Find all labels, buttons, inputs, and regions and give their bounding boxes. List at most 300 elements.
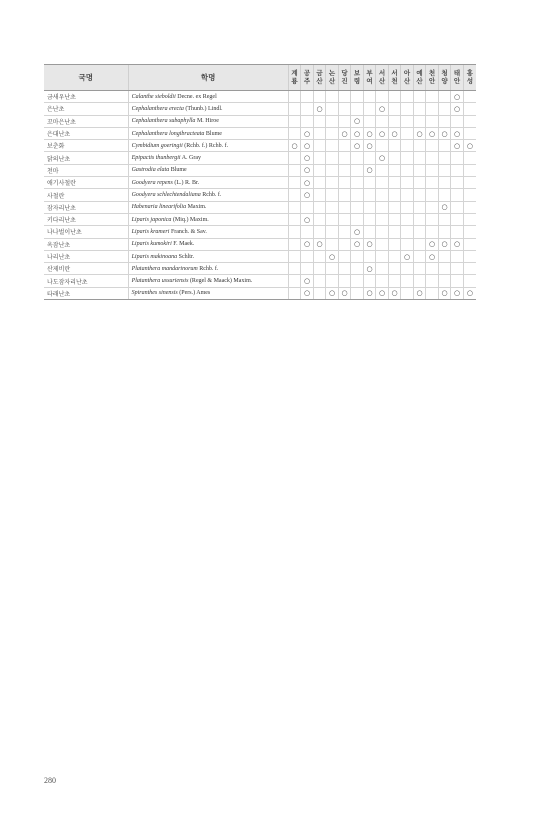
scientific-name-author: (L.) R. Br.: [174, 179, 200, 186]
empty-cell: [401, 201, 414, 213]
empty-cell: [388, 250, 401, 262]
empty-cell: [463, 189, 476, 201]
empty-cell: [388, 177, 401, 189]
empty-cell: [376, 250, 389, 262]
scientific-name-genus-species: Platanthera ussuriensis: [131, 278, 189, 285]
empty-cell: [301, 91, 314, 103]
empty-cell: [413, 164, 426, 176]
empty-cell: [426, 287, 439, 299]
empty-cell: [376, 275, 389, 287]
empty-cell: [338, 250, 351, 262]
scientific-name-author: Decne. ex Regel: [177, 93, 217, 100]
presence-mark: ○: [376, 152, 389, 164]
empty-cell: [338, 140, 351, 152]
scientific-name-cell: [128, 189, 288, 201]
scientific-name-author: (Thunb.) Lindl.: [185, 105, 223, 112]
empty-cell: [463, 275, 476, 287]
empty-cell: [288, 115, 301, 127]
empty-cell: [438, 189, 451, 201]
scientific-name-cell: [128, 103, 288, 115]
presence-mark: ○: [363, 140, 376, 152]
korean-name-cell: 키다리난초: [44, 213, 128, 225]
scientific-name-genus-species: Calanthe sieboldii: [131, 93, 176, 100]
presence-mark: ○: [438, 127, 451, 139]
empty-cell: [363, 189, 376, 201]
table-row: [44, 201, 476, 213]
empty-cell: [463, 91, 476, 103]
scientific-name-genus-species: Cephalanthera subaphylla: [131, 118, 196, 125]
table-row: [44, 213, 476, 225]
korean-name-cell: 나도잠자리난초: [44, 275, 128, 287]
korean-name-cell: 은난초: [44, 103, 128, 115]
empty-cell: [426, 91, 439, 103]
presence-mark: ○: [338, 287, 351, 299]
empty-cell: [463, 213, 476, 225]
empty-cell: [288, 189, 301, 201]
empty-cell: [313, 263, 326, 275]
empty-cell: [313, 250, 326, 262]
header-region: 홍성: [463, 65, 476, 91]
empty-cell: [338, 152, 351, 164]
empty-cell: [326, 238, 339, 250]
scientific-name-author: A. Gray: [181, 155, 202, 162]
empty-cell: [313, 115, 326, 127]
empty-cell: [363, 177, 376, 189]
scientific-name-cell: [128, 152, 288, 164]
presence-mark: ○: [363, 127, 376, 139]
scientific-name-cell: [128, 226, 288, 238]
empty-cell: [288, 91, 301, 103]
empty-cell: [463, 164, 476, 176]
empty-cell: [426, 275, 439, 287]
empty-cell: [338, 238, 351, 250]
table-row: [44, 91, 476, 103]
table-row: [44, 250, 476, 262]
empty-cell: [363, 201, 376, 213]
presence-mark: ○: [351, 140, 364, 152]
presence-mark: ○: [438, 201, 451, 213]
scientific-name-author: Blume: [205, 130, 222, 137]
empty-cell: [401, 115, 414, 127]
empty-cell: [413, 115, 426, 127]
presence-mark: ○: [313, 238, 326, 250]
empty-cell: [301, 103, 314, 115]
empty-cell: [388, 91, 401, 103]
empty-cell: [388, 164, 401, 176]
scientific-name-author: Rchb. f.: [199, 265, 219, 272]
empty-cell: [451, 152, 464, 164]
empty-cell: [451, 250, 464, 262]
empty-cell: [413, 152, 426, 164]
header-region: 서천: [388, 65, 401, 91]
empty-cell: [351, 275, 364, 287]
empty-cell: [388, 238, 401, 250]
table-header-row: [44, 65, 476, 91]
species-distribution-table: [44, 64, 476, 300]
scientific-name-author: (Rchb. f.) Rchb. f.: [184, 142, 229, 149]
empty-cell: [463, 201, 476, 213]
scientific-name-genus-species: Spiranthes sinensis: [131, 290, 178, 297]
empty-cell: [338, 263, 351, 275]
scientific-name-genus-species: Cephalanthera erecta: [131, 105, 184, 112]
empty-cell: [463, 115, 476, 127]
presence-mark: ○: [363, 287, 376, 299]
empty-cell: [401, 91, 414, 103]
empty-cell: [463, 103, 476, 115]
presence-mark: ○: [301, 152, 314, 164]
empty-cell: [401, 287, 414, 299]
empty-cell: [351, 177, 364, 189]
empty-cell: [326, 164, 339, 176]
presence-mark: ○: [338, 127, 351, 139]
empty-cell: [288, 287, 301, 299]
empty-cell: [338, 177, 351, 189]
korean-name-cell: 사철란: [44, 189, 128, 201]
header-region: 금산: [313, 65, 326, 91]
table-row: [44, 177, 476, 189]
empty-cell: [426, 103, 439, 115]
empty-cell: [413, 140, 426, 152]
korean-name-cell: 닭의난초: [44, 152, 128, 164]
scientific-name-genus-species: Liparis japonica: [131, 216, 172, 223]
empty-cell: [326, 140, 339, 152]
header-region: 부여: [363, 65, 376, 91]
scientific-name-cell: [128, 115, 288, 127]
presence-mark: ○: [301, 213, 314, 225]
empty-cell: [313, 201, 326, 213]
scientific-name-author: Rchb. f.: [202, 192, 222, 199]
empty-cell: [451, 226, 464, 238]
scientific-name-cell: [128, 263, 288, 275]
scientific-name-genus-species: Gastrodia elata: [131, 167, 170, 174]
empty-cell: [351, 201, 364, 213]
empty-cell: [463, 226, 476, 238]
table-row: [44, 164, 476, 176]
header-region: 당진: [338, 65, 351, 91]
presence-mark: ○: [376, 103, 389, 115]
empty-cell: [288, 201, 301, 213]
empty-cell: [463, 238, 476, 250]
empty-cell: [338, 275, 351, 287]
presence-mark: ○: [413, 127, 426, 139]
empty-cell: [438, 91, 451, 103]
empty-cell: [313, 275, 326, 287]
empty-cell: [288, 164, 301, 176]
empty-cell: [363, 115, 376, 127]
empty-cell: [413, 263, 426, 275]
korean-name-cell: 나리난초: [44, 250, 128, 262]
scientific-name-genus-species: Liparis krameri: [131, 228, 170, 235]
empty-cell: [438, 152, 451, 164]
empty-cell: [388, 115, 401, 127]
korean-name-cell: 천마: [44, 164, 128, 176]
empty-cell: [388, 213, 401, 225]
empty-cell: [413, 189, 426, 201]
empty-cell: [376, 263, 389, 275]
scientific-name-author: Franch. & Sav.: [170, 228, 207, 235]
presence-mark: ○: [301, 287, 314, 299]
header-region: 태안: [451, 65, 464, 91]
presence-mark: ○: [438, 238, 451, 250]
empty-cell: [401, 263, 414, 275]
empty-cell: [338, 226, 351, 238]
empty-cell: [413, 238, 426, 250]
empty-cell: [413, 103, 426, 115]
korean-name-cell: 타래난초: [44, 287, 128, 299]
empty-cell: [413, 250, 426, 262]
presence-mark: ○: [301, 238, 314, 250]
korean-name-cell: 잠자리난초: [44, 201, 128, 213]
scientific-name-cell: [128, 287, 288, 299]
empty-cell: [288, 103, 301, 115]
empty-cell: [463, 250, 476, 262]
header-korean-name: 국명: [44, 65, 128, 91]
empty-cell: [288, 238, 301, 250]
empty-cell: [376, 201, 389, 213]
scientific-name-genus-species: Habenaria linearifolia: [131, 204, 187, 211]
empty-cell: [376, 140, 389, 152]
empty-cell: [326, 213, 339, 225]
empty-cell: [326, 275, 339, 287]
presence-mark: ○: [363, 263, 376, 275]
empty-cell: [376, 189, 389, 201]
empty-cell: [288, 250, 301, 262]
scientific-name-genus-species: Liparis makinoana: [131, 253, 178, 260]
empty-cell: [363, 275, 376, 287]
korean-name-cell: 은대난초: [44, 127, 128, 139]
empty-cell: [313, 287, 326, 299]
scientific-name-cell: [128, 177, 288, 189]
empty-cell: [413, 177, 426, 189]
presence-mark: ○: [388, 127, 401, 139]
presence-mark: ○: [326, 250, 339, 262]
presence-mark: ○: [451, 127, 464, 139]
empty-cell: [301, 115, 314, 127]
empty-cell: [376, 213, 389, 225]
empty-cell: [338, 164, 351, 176]
scientific-name-genus-species: Liparis kumokiri: [131, 241, 172, 248]
table-row: [44, 226, 476, 238]
presence-mark: ○: [301, 164, 314, 176]
korean-name-cell: 금새우난초: [44, 91, 128, 103]
scientific-name-author: M. Hiroe: [196, 118, 219, 125]
scientific-name-cell: [128, 91, 288, 103]
empty-cell: [426, 164, 439, 176]
empty-cell: [326, 91, 339, 103]
scientific-name-genus-species: Goodyera schlechtendaliana: [131, 192, 201, 199]
empty-cell: [388, 189, 401, 201]
korean-name-cell: 애기사철란: [44, 177, 128, 189]
empty-cell: [288, 177, 301, 189]
scientific-name-author: Schltr.: [178, 253, 195, 260]
empty-cell: [376, 226, 389, 238]
empty-cell: [338, 115, 351, 127]
empty-cell: [376, 177, 389, 189]
scientific-name-author: Maxim.: [187, 204, 207, 211]
empty-cell: [313, 164, 326, 176]
empty-cell: [438, 177, 451, 189]
header-scientific-name: 학명: [128, 65, 288, 91]
empty-cell: [376, 115, 389, 127]
empty-cell: [313, 127, 326, 139]
scientific-name-author: F. Maek.: [173, 241, 195, 248]
scientific-name-cell: [128, 238, 288, 250]
empty-cell: [351, 287, 364, 299]
empty-cell: [351, 263, 364, 275]
empty-cell: [401, 238, 414, 250]
empty-cell: [338, 103, 351, 115]
empty-cell: [401, 103, 414, 115]
scientific-name-author: (Regel & Maack) Maxim.: [189, 278, 253, 285]
presence-mark: ○: [301, 275, 314, 287]
presence-mark: ○: [363, 164, 376, 176]
empty-cell: [401, 226, 414, 238]
presence-mark: ○: [363, 238, 376, 250]
scientific-name-cell: [128, 127, 288, 139]
empty-cell: [313, 152, 326, 164]
empty-cell: [438, 263, 451, 275]
scientific-name-genus-species: Epipactis thunbergii: [131, 155, 181, 162]
empty-cell: [413, 91, 426, 103]
empty-cell: [376, 91, 389, 103]
empty-cell: [438, 140, 451, 152]
empty-cell: [326, 189, 339, 201]
header-region: 계룡: [288, 65, 301, 91]
scientific-name-cell: [128, 213, 288, 225]
empty-cell: [288, 275, 301, 287]
empty-cell: [426, 226, 439, 238]
empty-cell: [363, 91, 376, 103]
presence-mark: ○: [376, 287, 389, 299]
scientific-name-genus-species: Goodyera repens: [131, 179, 173, 186]
presence-mark: ○: [426, 127, 439, 139]
korean-name-cell: 꼬마은난초: [44, 115, 128, 127]
presence-mark: ○: [426, 250, 439, 262]
table-row: [44, 275, 476, 287]
empty-cell: [363, 213, 376, 225]
empty-cell: [388, 152, 401, 164]
empty-cell: [463, 152, 476, 164]
empty-cell: [463, 263, 476, 275]
empty-cell: [451, 275, 464, 287]
presence-mark: ○: [351, 238, 364, 250]
empty-cell: [338, 213, 351, 225]
empty-cell: [313, 213, 326, 225]
empty-cell: [451, 213, 464, 225]
presence-mark: ○: [426, 238, 439, 250]
empty-cell: [401, 177, 414, 189]
empty-cell: [451, 201, 464, 213]
empty-cell: [426, 140, 439, 152]
scientific-name-genus-species: Cymbidium goeringii: [131, 142, 183, 149]
table-row: [44, 103, 476, 115]
header-region: 아산: [401, 65, 414, 91]
empty-cell: [326, 226, 339, 238]
empty-cell: [326, 263, 339, 275]
table-row: [44, 238, 476, 250]
scientific-name-cell: [128, 250, 288, 262]
scientific-name-cell: [128, 201, 288, 213]
empty-cell: [413, 213, 426, 225]
empty-cell: [288, 152, 301, 164]
empty-cell: [438, 213, 451, 225]
presence-mark: ○: [388, 287, 401, 299]
empty-cell: [413, 201, 426, 213]
presence-mark: ○: [351, 127, 364, 139]
empty-cell: [426, 189, 439, 201]
presence-mark: ○: [451, 91, 464, 103]
scientific-name-author: (Pers.) Ames: [179, 290, 211, 297]
header-region: 천안: [426, 65, 439, 91]
presence-mark: ○: [351, 115, 364, 127]
table-body: [44, 91, 476, 300]
empty-cell: [338, 91, 351, 103]
empty-cell: [351, 250, 364, 262]
empty-cell: [413, 275, 426, 287]
empty-cell: [388, 103, 401, 115]
empty-cell: [363, 250, 376, 262]
scientific-name-cell: [128, 164, 288, 176]
table-row: [44, 287, 476, 299]
empty-cell: [351, 189, 364, 201]
empty-cell: [351, 152, 364, 164]
presence-mark: ○: [301, 189, 314, 201]
empty-cell: [326, 201, 339, 213]
empty-cell: [351, 91, 364, 103]
empty-cell: [451, 189, 464, 201]
presence-mark: ○: [288, 140, 301, 152]
empty-cell: [463, 127, 476, 139]
empty-cell: [351, 213, 364, 225]
empty-cell: [313, 140, 326, 152]
korean-name-cell: 나나벌이난초: [44, 226, 128, 238]
presence-mark: ○: [301, 127, 314, 139]
presence-mark: ○: [451, 140, 464, 152]
korean-name-cell: 옥잠난초: [44, 238, 128, 250]
header-region: 논산: [326, 65, 339, 91]
presence-mark: ○: [326, 287, 339, 299]
empty-cell: [463, 177, 476, 189]
empty-cell: [426, 152, 439, 164]
empty-cell: [363, 152, 376, 164]
empty-cell: [438, 115, 451, 127]
empty-cell: [288, 263, 301, 275]
presence-mark: ○: [438, 287, 451, 299]
empty-cell: [401, 140, 414, 152]
presence-mark: ○: [451, 238, 464, 250]
scientific-name-author: Blume: [170, 167, 187, 174]
scientific-name-genus-species: Platanthera mandarinorum: [131, 265, 198, 272]
empty-cell: [438, 275, 451, 287]
table-row: [44, 115, 476, 127]
empty-cell: [426, 213, 439, 225]
presence-mark: ○: [301, 177, 314, 189]
korean-name-cell: 보춘화: [44, 140, 128, 152]
empty-cell: [376, 238, 389, 250]
table-row: [44, 127, 476, 139]
scientific-name-cell: [128, 140, 288, 152]
table-row: [44, 189, 476, 201]
empty-cell: [438, 103, 451, 115]
empty-cell: [313, 91, 326, 103]
empty-cell: [301, 263, 314, 275]
empty-cell: [401, 213, 414, 225]
empty-cell: [438, 226, 451, 238]
empty-cell: [388, 263, 401, 275]
empty-cell: [326, 115, 339, 127]
empty-cell: [426, 263, 439, 275]
presence-mark: ○: [301, 140, 314, 152]
